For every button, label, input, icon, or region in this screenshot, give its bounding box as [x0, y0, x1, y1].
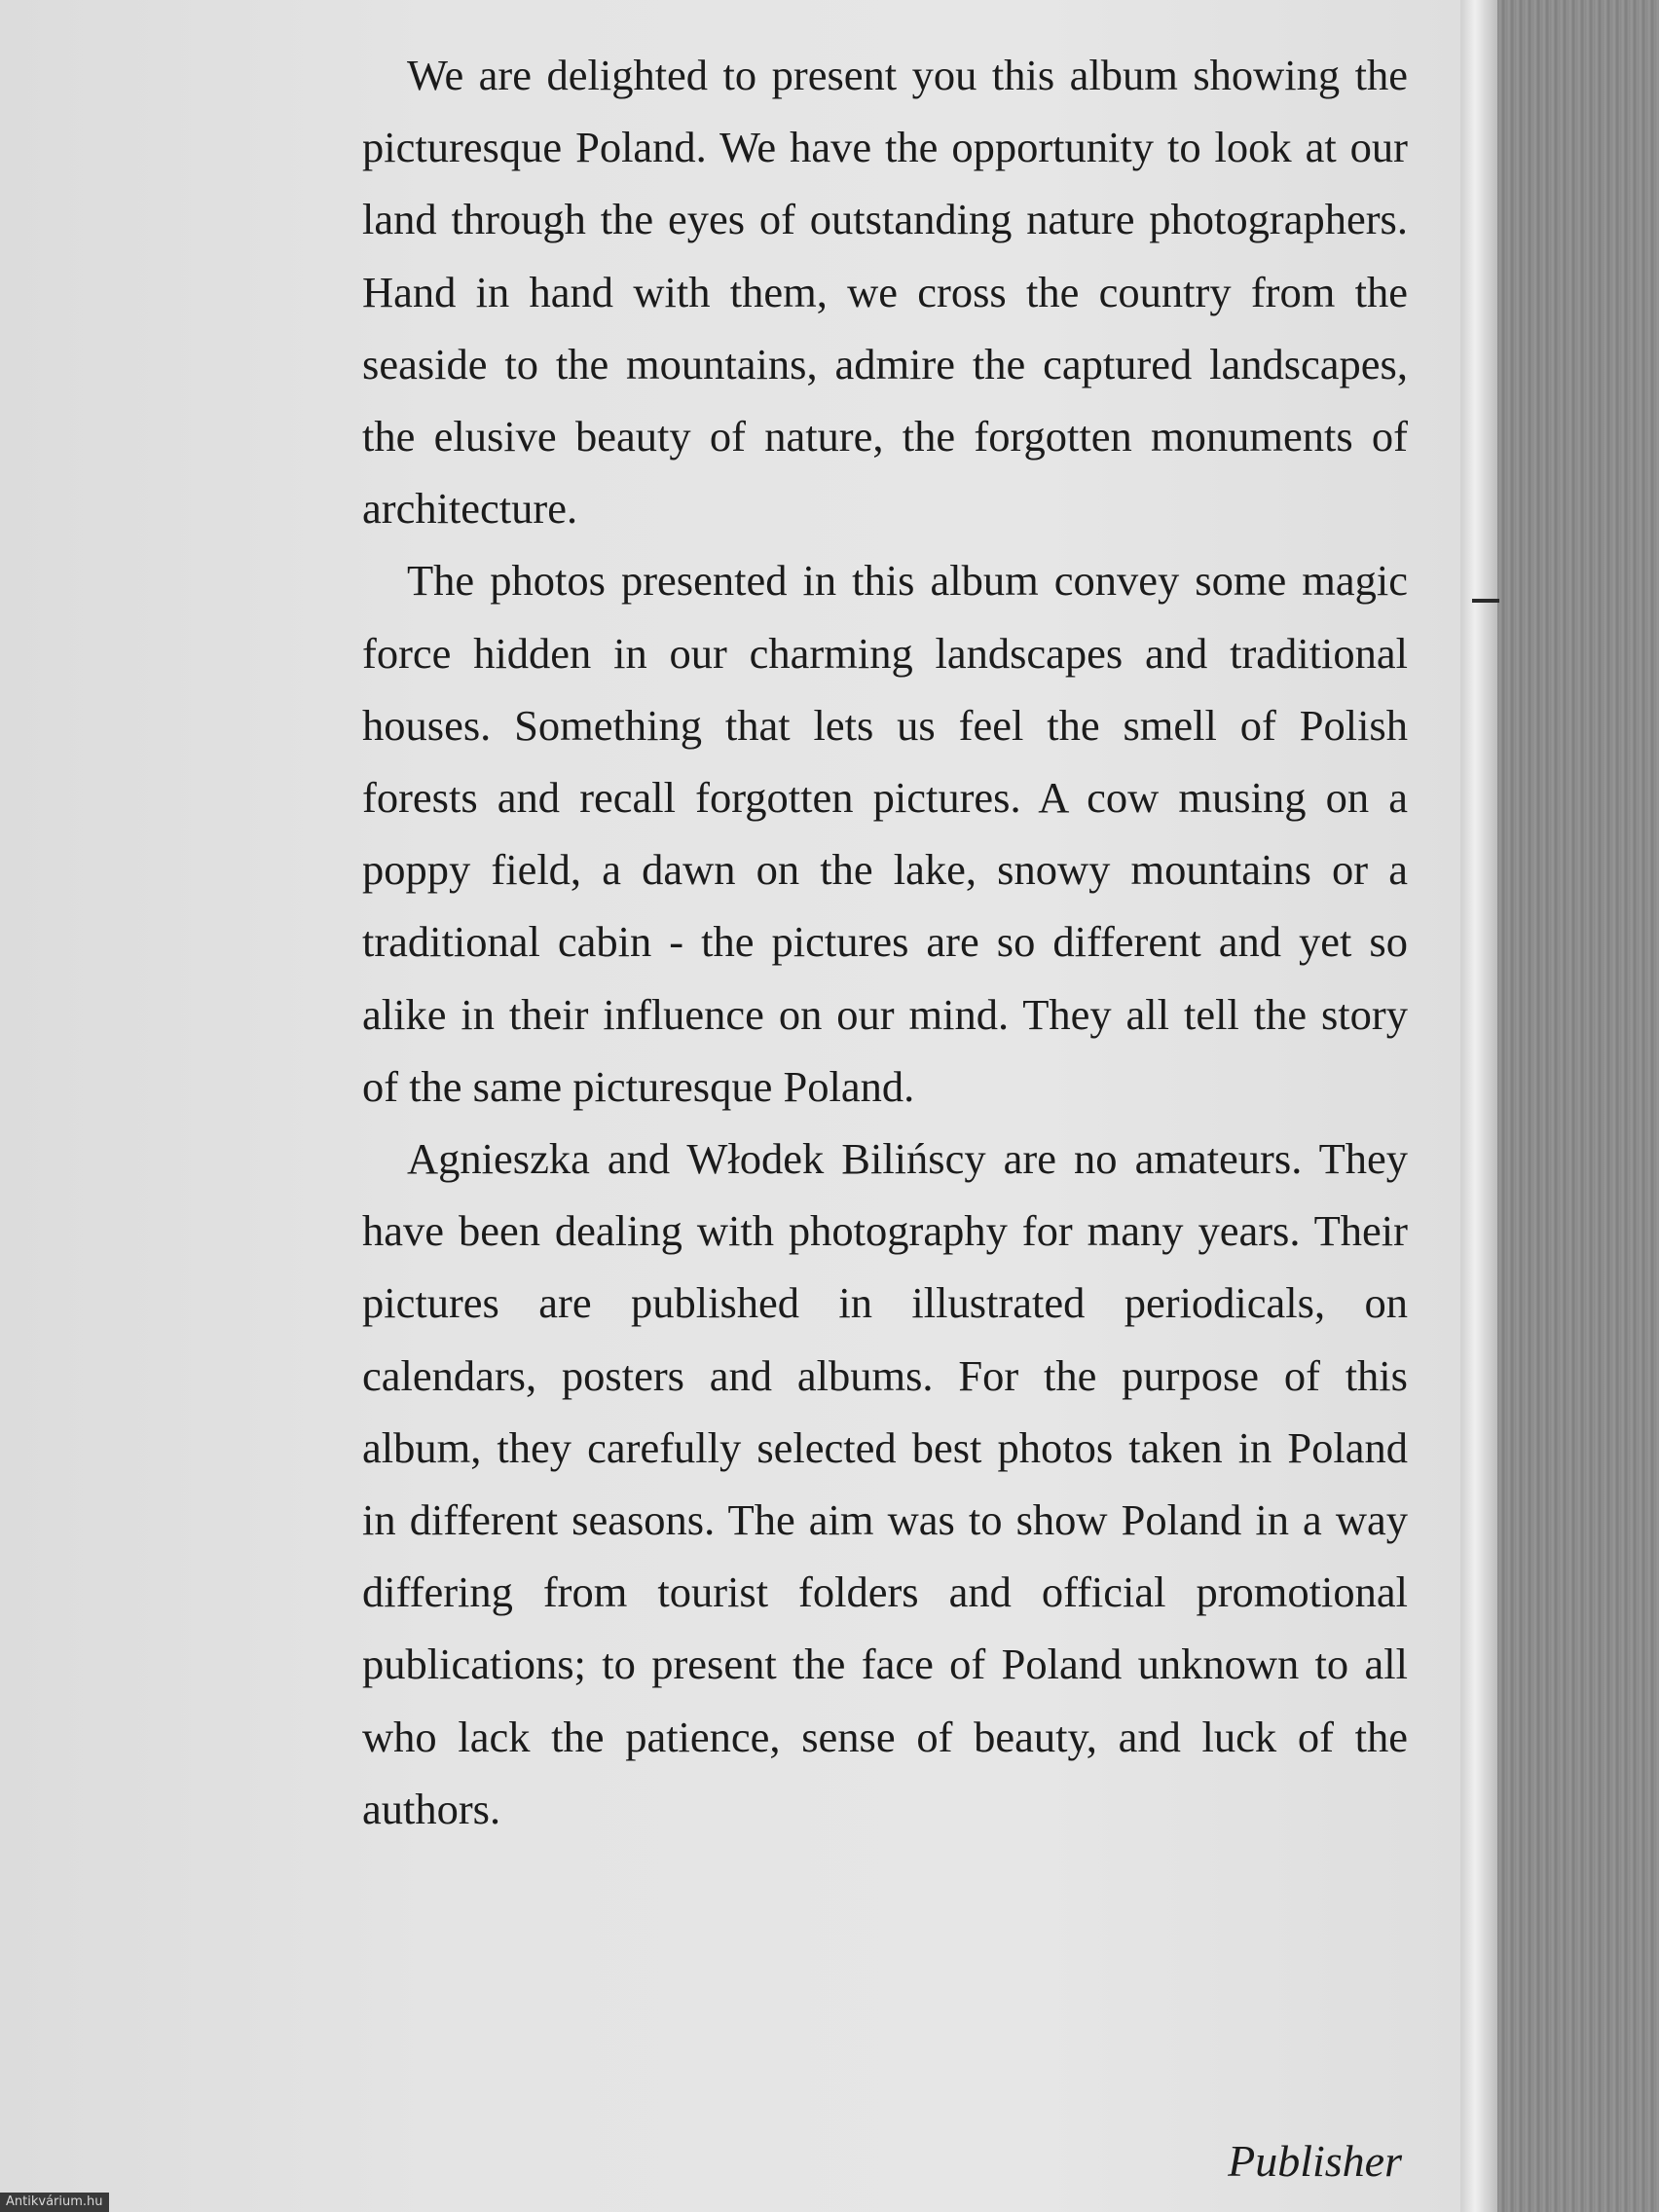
publisher-signature: Publisher — [1228, 2136, 1402, 2186]
watermark: Antikvárium.hu — [0, 2193, 109, 2212]
paragraph-authors: Agnieszka and Włodek Bilińscy are no amateurs. They have been dealing with photography for many years. Their pictures are published in illustrated periodicals, on calendars, posters and albums. For the purpose of this album, they carefully selected best photos taken in Poland in different seasons. The aim was to show Poland in a way differing from tourist folders and official promotional publications; to present the face of Poland unknown to all who lack the patience, sense of beauty, and luck of the authors. — [362, 1134, 1408, 1833]
page-text — [362, 39, 1408, 1845]
paragraph-intro: We are delighted to present you this album showing the picturesque Poland. We have the opportunity to look at our land through the eyes of outstanding nature photographers. Hand in hand with them, we cross the country from the seaside to the mountains, admire the captured landscapes, the elusive beauty of nature, the forgotten monuments of architecture. — [362, 51, 1408, 534]
page-edge — [1460, 0, 1497, 2212]
background-surface — [1497, 0, 1659, 2212]
paragraph-photos: The photos presented in this album convey some magic force hidden in our charming landscapes and traditional houses. Something that lets us feel the smell of Polish forests and recall forgotten pictures. A cow musing on a poppy field, a dawn on the lake, snowy mountains or a traditional cabin - the pictures are so different and yet so alike in their influence on our mind. They all tell the story of the same picturesque Poland. — [362, 556, 1408, 1111]
page-marker — [1472, 599, 1499, 603]
